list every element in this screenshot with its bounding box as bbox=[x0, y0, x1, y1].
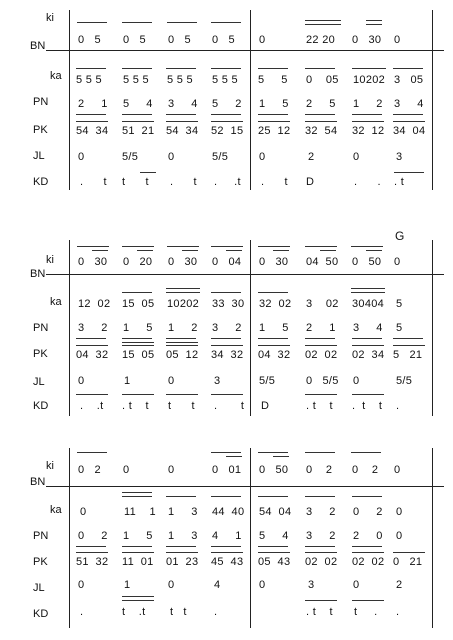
label-jl: JL bbox=[33, 582, 45, 594]
kd-cell: D bbox=[261, 400, 270, 412]
ki-cell: 0 5 bbox=[212, 34, 235, 46]
bar-line-right bbox=[432, 240, 433, 416]
kd-cell: t t bbox=[168, 400, 195, 412]
pk-cell: 32 12 bbox=[352, 125, 385, 137]
label-pn: PN bbox=[33, 530, 49, 542]
ki-cell: 0 30 bbox=[352, 34, 382, 46]
jl-cell: 0 bbox=[353, 375, 360, 387]
ki-cell: 0 2 bbox=[352, 464, 379, 476]
pn-cell: 3 4 bbox=[168, 98, 198, 110]
ki-cell: 0 bbox=[394, 34, 401, 46]
pk-cell: 11 01 bbox=[122, 556, 154, 568]
bn-line bbox=[46, 50, 444, 51]
pk-cell: 02 02 bbox=[305, 349, 338, 361]
pk-cell: 25 12 bbox=[258, 125, 291, 137]
label-kd: KD bbox=[33, 176, 49, 188]
pn-cell: 5 4 bbox=[123, 98, 153, 110]
kd-cell: . t bbox=[170, 176, 197, 188]
bar-line-left bbox=[69, 10, 70, 190]
jl-cell: 1 bbox=[124, 375, 131, 387]
ka-cell: 5 5 5 bbox=[123, 74, 149, 86]
kd-cell: . bbox=[80, 606, 84, 618]
pk-cell: 04 32 bbox=[258, 349, 291, 361]
pk-cell: 02 02 bbox=[352, 556, 385, 568]
jl-cell: 0 bbox=[78, 579, 85, 591]
ki-cell: 0 5 bbox=[168, 34, 191, 46]
kd-cell: t .t bbox=[122, 606, 146, 618]
label-ka: ka bbox=[50, 70, 62, 82]
ki-cell: 0 50 bbox=[259, 464, 289, 476]
kd-cell: . . bbox=[354, 176, 381, 188]
ki-cell: 0 bbox=[123, 464, 130, 476]
ki-cell: 0 04 bbox=[212, 256, 242, 268]
ka-cell: 12 02 bbox=[78, 298, 111, 310]
ki-cell: 0 bbox=[168, 464, 175, 476]
pk-cell: 04 32 bbox=[76, 349, 109, 361]
pk-cell: 02 02 bbox=[305, 556, 338, 568]
kd-cell: . bbox=[214, 606, 218, 618]
pn-cell: 3 2 bbox=[212, 322, 242, 334]
pk-cell: 01 23 bbox=[166, 556, 199, 568]
ka-cell: 0 05 bbox=[306, 74, 339, 86]
ki-cell: 0 bbox=[394, 464, 401, 476]
ki-cell: 0 30 bbox=[259, 256, 289, 268]
jl-cell: 3 bbox=[396, 151, 403, 163]
pn-cell: 2 0 bbox=[353, 530, 383, 542]
jl-cell: 2 bbox=[308, 151, 315, 163]
kd-cell: . t t bbox=[122, 400, 149, 412]
pk-cell: 34 32 bbox=[211, 349, 244, 361]
pn-cell: 5 2 bbox=[212, 98, 242, 110]
ki-cell: 0 2 bbox=[306, 464, 333, 476]
label-pk: PK bbox=[33, 348, 48, 360]
ka-cell: 0 bbox=[80, 506, 87, 518]
pn-cell: 2 1 bbox=[78, 98, 108, 110]
pk-cell: 54 34 bbox=[166, 125, 199, 137]
label-jl: JL bbox=[33, 150, 45, 162]
label-pk: PK bbox=[33, 124, 48, 136]
pn-cell: 3 4 bbox=[353, 322, 383, 334]
label-bn: BN bbox=[30, 268, 46, 280]
ki-cell: 0 30 bbox=[78, 256, 108, 268]
ki-cell: 04 50 bbox=[306, 256, 339, 268]
pk-cell: 5 21 bbox=[393, 349, 423, 361]
ka-cell: 5 bbox=[396, 298, 403, 310]
pn-cell: 2 5 bbox=[306, 98, 336, 110]
jl-cell: 0 bbox=[78, 375, 85, 387]
ka-cell: 10202 bbox=[353, 74, 386, 86]
label-ki: ki bbox=[46, 254, 54, 266]
pn-cell: 1 2 bbox=[168, 322, 198, 334]
pk-cell: 05 43 bbox=[258, 556, 291, 568]
jl-cell: 0 bbox=[353, 579, 360, 591]
kd-cell: . t t bbox=[352, 400, 383, 412]
pk-cell: 15 05 bbox=[122, 349, 155, 361]
bar-line-right bbox=[432, 10, 433, 190]
jl-cell: 5/5 bbox=[396, 375, 413, 387]
bn-line bbox=[46, 274, 444, 275]
ka-cell: 3 05 bbox=[394, 74, 424, 86]
jl-cell: 0 bbox=[78, 151, 85, 163]
kd-cell: . t t bbox=[306, 606, 333, 618]
pn-cell: 5 4 bbox=[259, 530, 289, 542]
bar-line-mid bbox=[250, 240, 251, 416]
bar-line-mid bbox=[250, 10, 251, 190]
bar-line-mid bbox=[250, 448, 251, 628]
bn-line bbox=[46, 486, 444, 487]
ki-cell: 0 5 bbox=[123, 34, 146, 46]
label-ki: ki bbox=[46, 12, 54, 24]
label-bn: BN bbox=[30, 40, 46, 52]
ka-cell: 30404 bbox=[352, 298, 385, 310]
pk-cell: 51 32 bbox=[76, 556, 109, 568]
jl-cell: 5/5 bbox=[122, 151, 139, 163]
label-bn: BN bbox=[30, 476, 46, 488]
pn-cell: 1 5 bbox=[123, 322, 153, 334]
ka-cell: 32 02 bbox=[259, 298, 292, 310]
label-ka: ka bbox=[50, 296, 62, 308]
ka-cell: 44 40 bbox=[212, 506, 245, 518]
kd-cell: t t bbox=[170, 606, 187, 618]
ki-cell: 0 30 bbox=[168, 256, 198, 268]
pk-cell: 45 43 bbox=[211, 556, 244, 568]
label-pn: PN bbox=[33, 322, 49, 334]
pk-cell: 02 34 bbox=[352, 349, 385, 361]
pk-cell: 05 12 bbox=[166, 349, 199, 361]
jl-cell: 0 bbox=[168, 375, 175, 387]
bar-line-right bbox=[432, 448, 433, 628]
pn-cell: 2 1 bbox=[306, 322, 336, 334]
ki-cell: 0 bbox=[259, 34, 266, 46]
kd-cell: . t bbox=[394, 176, 405, 188]
kd-cell: . .t bbox=[80, 400, 104, 412]
label-kd: KD bbox=[33, 608, 49, 620]
pn-cell: 3 2 bbox=[78, 322, 108, 334]
label-pn: PN bbox=[33, 96, 49, 108]
pn-cell: 3 4 bbox=[394, 98, 424, 110]
pn-cell: 1 5 bbox=[259, 98, 289, 110]
pn-cell: 1 5 bbox=[123, 530, 153, 542]
kd-cell: . t bbox=[261, 176, 288, 188]
ka-cell: 5 5 bbox=[258, 74, 288, 86]
label-ki: ki bbox=[46, 460, 54, 472]
kd-cell: . t bbox=[80, 176, 107, 188]
jl-cell: 5/5 bbox=[212, 151, 229, 163]
bar-line-left bbox=[69, 240, 70, 416]
ka-cell: 11 1 bbox=[124, 506, 156, 518]
kd-cell: . bbox=[396, 606, 400, 618]
kd-cell: t t bbox=[122, 176, 149, 188]
ki-cell: 0 5 bbox=[78, 34, 101, 46]
jl-cell: 0 bbox=[259, 151, 266, 163]
jl-cell: 2 bbox=[396, 579, 403, 591]
kd-cell: D bbox=[306, 176, 315, 188]
jl-cell: 0 bbox=[168, 151, 175, 163]
ka-cell: 5 5 5 bbox=[167, 74, 193, 86]
system-mark: G bbox=[395, 229, 405, 243]
pk-cell: 54 34 bbox=[76, 125, 109, 137]
pn-cell: 0 2 bbox=[78, 530, 108, 542]
pn-cell: 3 2 bbox=[306, 530, 336, 542]
jl-cell: 0 bbox=[168, 579, 175, 591]
jl-cell: 0 bbox=[259, 579, 266, 591]
pn-cell: 1 3 bbox=[168, 530, 198, 542]
ka-cell: 33 30 bbox=[212, 298, 245, 310]
ka-cell: 5 5 5 bbox=[212, 74, 238, 86]
ka-cell: 15 05 bbox=[122, 298, 155, 310]
pk-cell: 51 21 bbox=[122, 125, 155, 137]
kd-cell: . t t bbox=[306, 400, 333, 412]
label-jl: JL bbox=[33, 376, 45, 388]
jl-cell: 4 bbox=[214, 579, 221, 591]
kd-cell: t . bbox=[354, 606, 378, 618]
ki-cell: 0 50 bbox=[352, 256, 382, 268]
ka-cell: 54 04 bbox=[259, 506, 292, 518]
label-kd: KD bbox=[33, 400, 49, 412]
pk-cell: 34 04 bbox=[393, 125, 426, 137]
label-pk: PK bbox=[33, 556, 48, 568]
bar-line-left bbox=[69, 448, 70, 628]
ki-cell: 0 2 bbox=[78, 464, 101, 476]
ki-cell: 0 01 bbox=[212, 464, 242, 476]
ka-cell: 1 3 bbox=[168, 506, 198, 518]
jl-cell: 0 bbox=[353, 151, 360, 163]
jl-cell: 3 bbox=[308, 579, 315, 591]
ka-cell: 3 02 bbox=[306, 298, 339, 310]
pk-cell: 32 54 bbox=[305, 125, 338, 137]
label-ka: ka bbox=[50, 504, 62, 516]
kd-cell: . .t bbox=[214, 176, 241, 188]
jl-cell: 1 bbox=[124, 579, 131, 591]
pn-cell: 1 2 bbox=[353, 98, 383, 110]
pn-cell: 1 5 bbox=[259, 322, 289, 334]
ki-cell: 0 20 bbox=[123, 256, 153, 268]
ki-cell: 22 20 bbox=[306, 34, 336, 46]
pn-cell: 0 bbox=[396, 530, 403, 542]
jl-cell: 5/5 bbox=[259, 375, 276, 387]
kd-cell: . bbox=[396, 400, 400, 412]
jl-cell: 3 bbox=[214, 375, 221, 387]
ka-cell: 0 bbox=[396, 506, 403, 518]
ka-cell: 5 5 5 bbox=[76, 74, 102, 86]
ka-cell: 3 2 bbox=[306, 506, 336, 518]
kd-cell: . t bbox=[214, 400, 245, 412]
pk-cell: 0 21 bbox=[393, 556, 423, 568]
pn-cell: 4 1 bbox=[212, 530, 242, 542]
ki-cell: 0 bbox=[394, 256, 401, 268]
ka-cell: 10202 bbox=[167, 298, 200, 310]
pn-cell: 5 bbox=[396, 322, 403, 334]
ka-cell: 0 2 bbox=[353, 506, 383, 518]
jl-cell: 0 5/5 bbox=[306, 375, 339, 387]
pk-cell: 52 15 bbox=[211, 125, 244, 137]
